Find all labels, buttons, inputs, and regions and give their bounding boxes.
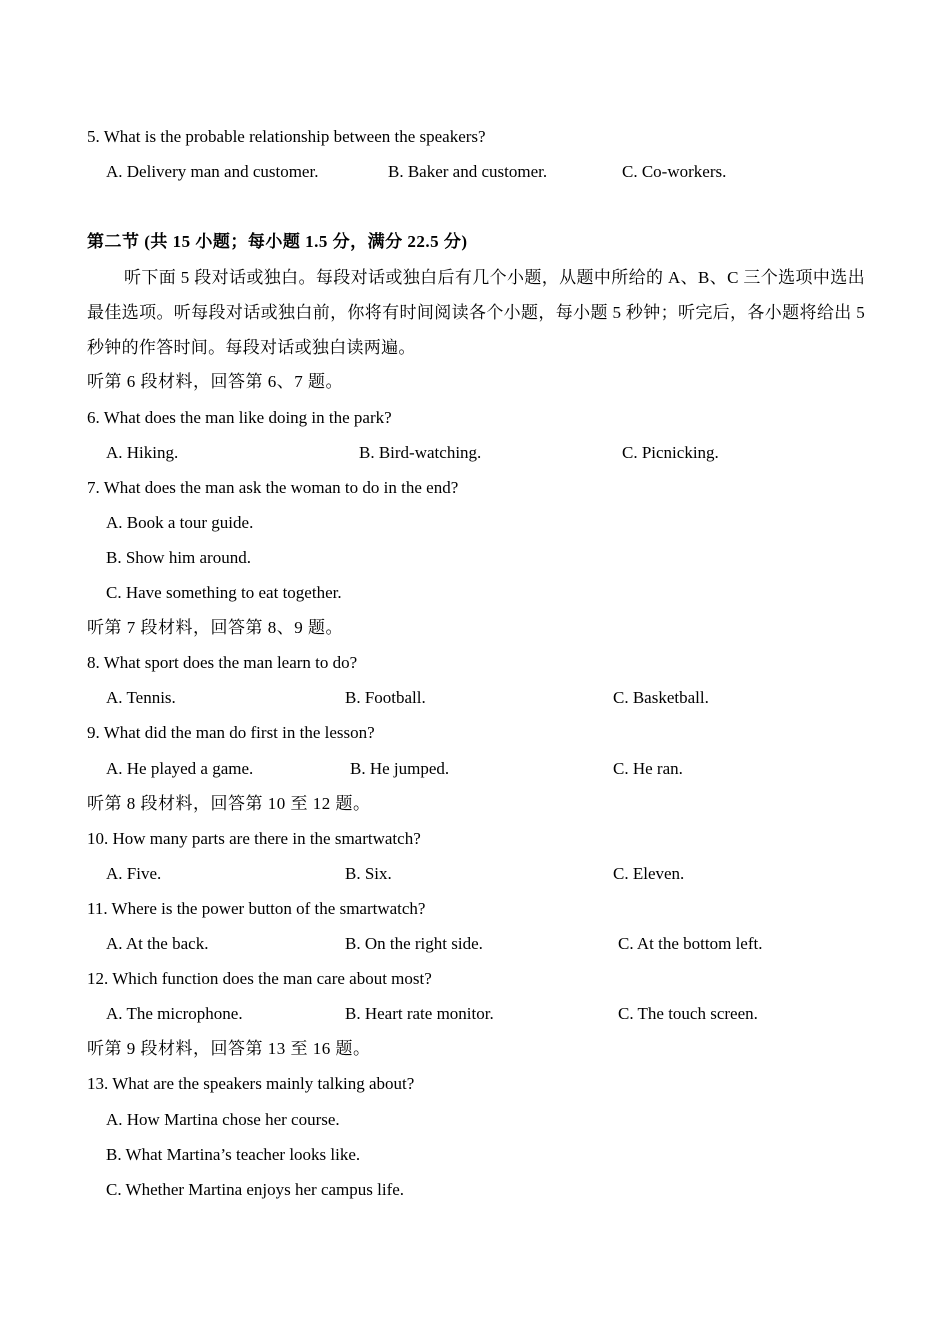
- q11-option-a: A. At the back.: [106, 934, 209, 953]
- q10-option-c: C. Eleven.: [613, 864, 685, 883]
- q11-option-c: C. At the bottom left.: [618, 934, 763, 953]
- q9-option-c: C. He ran.: [613, 759, 683, 778]
- q8-option-a: A. Tennis.: [106, 688, 176, 707]
- passage-9-intro: 听第 9 段材料，回答第 13 至 16 题。: [87, 1039, 371, 1058]
- question-9: 9. What did the man do first in the lesson?: [87, 723, 375, 742]
- q13-option-a: A. How Martina chose her course.: [106, 1110, 340, 1129]
- question-12: 12. Which function does the man care about most?: [87, 969, 432, 988]
- q6-option-c: C. Picnicking.: [622, 443, 719, 462]
- question-10: 10. How many parts are there in the smartwatch?: [87, 829, 421, 848]
- q7-option-a: A. Book a tour guide.: [106, 513, 254, 532]
- question-6: 6. What does the man like doing in the park?: [87, 408, 392, 427]
- q8-option-c: C. Basketball.: [613, 688, 709, 707]
- q6-option-b: B. Bird-watching.: [359, 443, 482, 462]
- section-instructions: 听下面 5 段对话或独白。每段对话或独白后有几个小题，从题中所给的 A、B、C 三个选项中选出最佳选项。听每段对话或独白前，你将有时间阅读各个小题，每小题 5 秒钟；听完后，各小题将给出 5 秒钟的作答时间。每段对话或独白读两遍。: [87, 268, 865, 357]
- q7-option-b: B. Show him around.: [106, 548, 251, 567]
- section-heading: 第二节 (共 15 小题；每小题 1.5 分，满分 22.5 分): [87, 232, 468, 251]
- q13-option-b: B. What Martina’s teacher looks like.: [106, 1145, 361, 1164]
- q10-option-b: B. Six.: [345, 864, 392, 883]
- q13-option-c: C. Whether Martina enjoys her campus life.: [106, 1180, 405, 1199]
- q9-option-b: B. He jumped.: [350, 759, 450, 778]
- q12-option-a: A. The microphone.: [106, 1004, 243, 1023]
- q10-option-a: A. Five.: [106, 864, 162, 883]
- passage-8-intro: 听第 8 段材料，回答第 10 至 12 题。: [87, 794, 371, 813]
- question-13: 13. What are the speakers mainly talking about?: [87, 1074, 415, 1093]
- passage-6-intro: 听第 6 段材料，回答第 6、7 题。: [87, 372, 343, 391]
- question-5: 5. What is the probable relationship between the speakers?: [87, 127, 486, 146]
- q6-option-a: A. Hiking.: [106, 443, 179, 462]
- q5-option-c: C. Co-workers.: [622, 162, 727, 181]
- question-11: 11. Where is the power button of the smartwatch?: [87, 899, 426, 918]
- q11-option-b: B. On the right side.: [345, 934, 483, 953]
- q12-option-b: B. Heart rate monitor.: [345, 1004, 494, 1023]
- q7-option-c: C. Have something to eat together.: [106, 583, 342, 602]
- q5-option-b: B. Baker and customer.: [388, 162, 548, 181]
- q9-option-a: A. He played a game.: [106, 759, 254, 778]
- question-7: 7. What does the man ask the woman to do in the end?: [87, 478, 459, 497]
- question-8: 8. What sport does the man learn to do?: [87, 653, 358, 672]
- q12-option-c: C. The touch screen.: [618, 1004, 758, 1023]
- passage-7-intro: 听第 7 段材料，回答第 8、9 题。: [87, 618, 343, 637]
- q5-option-a: A. Delivery man and customer.: [106, 162, 319, 181]
- q8-option-b: B. Football.: [345, 688, 426, 707]
